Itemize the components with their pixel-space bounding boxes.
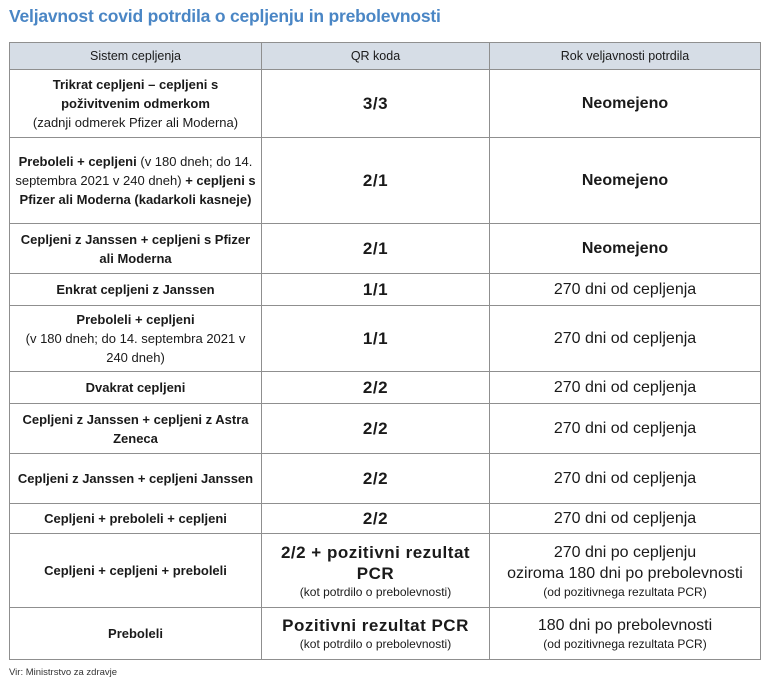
qr-cell — [262, 608, 490, 660]
system-main: Cepljeni + cepljeni + preboleli — [44, 563, 227, 578]
validity-cell: 270 dni od cepljenja — [490, 504, 761, 534]
system-main-2: + cepljeni s Pfizer ali Moderna (kadarkoli kasneje) — [19, 173, 256, 207]
validity-cell: 270 dni od cepljenja — [490, 454, 761, 504]
validity-cell: 270 dni od cepljenja — [490, 372, 761, 404]
table-row — [10, 372, 761, 404]
qr-cell: 1/1 — [262, 274, 490, 306]
validity-cell — [490, 534, 761, 608]
source-note: Vir: Ministrstvo za zdravje — [9, 667, 118, 678]
table-row — [10, 224, 761, 274]
system-main: Dvakrat cepljeni — [85, 380, 186, 395]
system-cell — [10, 306, 262, 372]
qr-value: 2/2 + pozitivni rezultat PCR — [280, 542, 471, 583]
header-system: Sistem cepljenja — [10, 43, 262, 70]
system-main: Trikrat cepljeni – cepljeni s poživitvenim odmerkom — [52, 77, 219, 111]
system-cell — [10, 608, 262, 660]
qr-note: (kot potrdilo o prebolevnosti) — [299, 584, 452, 599]
system-cell — [10, 534, 262, 608]
validity-cell: 270 dni od cepljenja — [490, 306, 761, 372]
validity-line-1: 270 dni po cepljenju — [553, 543, 697, 561]
system-cell — [10, 404, 262, 454]
qr-cell: 1/1 — [262, 306, 490, 372]
validity-value: 180 dni po prebolevnosti — [537, 617, 713, 634]
table-row — [10, 608, 761, 660]
system-main: Preboleli + cepljeni — [76, 312, 195, 327]
table-row — [10, 454, 761, 504]
system-sub: (zadnji odmerek Pfizer ali Moderna) — [32, 115, 239, 130]
qr-cell: 2/2 — [262, 372, 490, 404]
system-cell — [10, 224, 262, 274]
system-cell — [10, 504, 262, 534]
validity-note: (od pozitivnega rezultata PCR) — [543, 637, 707, 651]
validity-table — [9, 42, 761, 660]
system-main: Preboleli + cepljeni — [18, 154, 137, 169]
system-cell — [10, 138, 262, 224]
table-row — [10, 138, 761, 224]
qr-value: Pozitivni rezultat PCR — [282, 616, 469, 635]
validity-cell — [490, 608, 761, 660]
validity-cell: 270 dni od cepljenja — [490, 274, 761, 306]
system-sub: (v 180 dneh; do 14. septembra 2021 v 240 dneh) — [15, 154, 253, 188]
table-row — [10, 534, 761, 608]
qr-cell: 2/2 — [262, 404, 490, 454]
validity-cell: Neomejeno — [490, 224, 761, 274]
header-qr: QR koda — [262, 43, 490, 70]
qr-cell: 2/2 — [262, 454, 490, 504]
system-cell — [10, 70, 262, 138]
table-row — [10, 70, 761, 138]
validity-note: (od pozitivnega rezultata PCR) — [543, 584, 707, 599]
system-main: Cepljeni z Janssen + cepljeni s Pfizer ali Moderna — [20, 231, 251, 266]
table-row — [10, 306, 761, 372]
qr-cell — [262, 534, 490, 608]
table-row — [10, 504, 761, 534]
page-title: Veljavnost covid potrdila o cepljenju in prebolevnosti — [9, 6, 441, 26]
table-row — [10, 404, 761, 454]
system-sub: (v 180 dneh; do 14. septembra 2021 v 240 dneh) — [25, 331, 246, 365]
validity-line-2: oziroma 180 dni po prebolevnosti — [507, 564, 743, 582]
qr-cell: 3/3 — [262, 70, 490, 138]
validity-cell: Neomejeno — [490, 138, 761, 224]
system-cell — [10, 454, 262, 504]
system-cell — [10, 274, 262, 306]
system-cell — [10, 372, 262, 404]
validity-cell: Neomejeno — [490, 70, 761, 138]
system-main: Cepljeni z Janssen + cepljeni z Astra Zeneca — [22, 411, 249, 446]
qr-cell: 2/2 — [262, 504, 490, 534]
qr-cell: 2/1 — [262, 224, 490, 274]
system-main: Enkrat cepljeni z Janssen — [56, 282, 215, 297]
qr-note: (kot potrdilo o prebolevnosti) — [299, 637, 452, 651]
system-main: Preboleli — [108, 626, 163, 641]
qr-cell: 2/1 — [262, 138, 490, 224]
table-row — [10, 274, 761, 306]
header-validity: Rok veljavnosti potrdila — [490, 43, 761, 70]
table-header-row — [10, 43, 761, 70]
validity-cell: 270 dni od cepljenja — [490, 404, 761, 454]
system-main: Cepljeni z Janssen + cepljeni Janssen — [17, 471, 254, 486]
system-main: Cepljeni + preboleli + cepljeni — [44, 511, 227, 526]
